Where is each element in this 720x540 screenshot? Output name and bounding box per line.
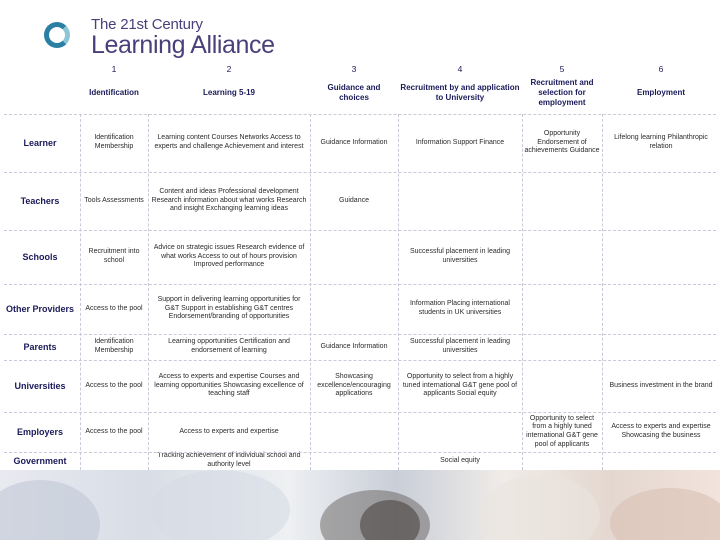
table-cell xyxy=(398,172,522,230)
column-number: 3 xyxy=(351,63,357,74)
table-cell: Access to the pool xyxy=(85,381,143,389)
table-cell xyxy=(522,284,602,334)
table-cell xyxy=(310,230,398,284)
table-cell: Opportunity Endorsement of achievements Guidance xyxy=(524,130,600,155)
table-cell xyxy=(522,230,602,284)
table-cell: Tracking achievement of individual school and authority level xyxy=(157,452,301,468)
column-number: 1 xyxy=(111,63,117,74)
table-cell: Information Placing international students in UK universities xyxy=(409,300,510,316)
table-cell xyxy=(522,360,602,412)
table-cell: Recruitment into school xyxy=(88,248,140,264)
table-cell: Access to the pool xyxy=(85,427,143,435)
table-cell: Access to experts and expertise Showcasing the business xyxy=(611,423,711,439)
table-cell: Support in delivering learning opportunities for G&T Support in establishing G&T centres Endorsement/branding of opportunities xyxy=(157,296,301,321)
alliance-matrix-table xyxy=(0,62,720,470)
row-label: Schools xyxy=(22,251,58,262)
row-divider xyxy=(4,284,716,285)
table-cell: Identification Membership xyxy=(94,134,134,150)
row-label: Employers xyxy=(16,426,64,437)
column-header: Learning 5-19 xyxy=(202,88,255,97)
column-number: 6 xyxy=(658,63,664,74)
table-cell: Social equity xyxy=(440,456,480,464)
table-cell: Successful placement in leading universities xyxy=(409,338,510,354)
logo-title-line1: The 21st Century xyxy=(91,16,203,33)
table-cell: Access to experts and expertise xyxy=(179,427,279,435)
column-header: Identification xyxy=(89,88,139,97)
table-cell: Content and ideas Professional development Research information about what works Research and insight Exchanging learning ideas xyxy=(151,188,307,213)
column-header: Employment xyxy=(636,88,685,97)
column-divider xyxy=(522,114,523,470)
table-cell: Advice on strategic issues Research evidence of what works Access to out of hours provision Improved performance xyxy=(153,244,305,269)
table-cell xyxy=(602,334,720,360)
column-divider xyxy=(310,114,311,470)
table-cell xyxy=(310,452,398,470)
table-cell xyxy=(80,452,148,470)
column-number: 2 xyxy=(226,63,232,74)
table-cell xyxy=(602,452,720,470)
row-label: Parents xyxy=(23,341,57,352)
table-cell xyxy=(522,172,602,230)
table-cell: Guidance Information xyxy=(320,342,388,350)
row-divider xyxy=(4,334,716,335)
row-divider xyxy=(4,452,716,453)
footer-photo-strip xyxy=(0,470,720,540)
table-cell: Business investment in the brand xyxy=(609,381,713,389)
row-divider xyxy=(4,360,716,361)
row-divider xyxy=(4,412,716,413)
row-divider xyxy=(4,230,716,231)
table-cell: Guidance Information xyxy=(320,138,388,146)
table-cell: Showcasing excellence/encouraging applications xyxy=(317,373,391,398)
column-header: Guidance and choices xyxy=(327,83,381,102)
table-cell xyxy=(310,284,398,334)
table-cell: Successful placement in leading universities xyxy=(409,248,510,264)
logo xyxy=(40,16,340,62)
column-divider xyxy=(398,114,399,470)
row-label: Universities xyxy=(14,380,66,391)
table-cell: Access to the pool xyxy=(85,304,143,312)
row-divider xyxy=(4,114,716,115)
table-cell: Guidance xyxy=(339,196,369,204)
column-divider xyxy=(148,114,149,470)
column-divider xyxy=(602,114,603,470)
table-cell: Lifelong learning Philanthropic relation xyxy=(614,134,708,150)
table-cell xyxy=(602,172,720,230)
column-divider xyxy=(80,114,81,470)
logo-ring-icon xyxy=(44,22,70,48)
row-label: Government xyxy=(13,455,67,466)
table-cell: Learning content Courses Networks Access to experts and challenge Achievement and interest xyxy=(154,134,304,150)
table-cell xyxy=(398,412,522,452)
row-label: Learner xyxy=(23,137,57,148)
table-cell xyxy=(522,452,602,470)
logo-title-line2: Learning Alliance xyxy=(91,31,275,59)
column-number: 5 xyxy=(559,63,565,74)
table-cell xyxy=(602,230,720,284)
column-header: Recruitment and selection for employment xyxy=(530,78,594,107)
table-cell: Access to experts and expertise Courses and learning opportunities Showcasing excellence of teaching staff xyxy=(154,373,304,398)
column-header: Recruitment by and application to University xyxy=(400,83,520,102)
table-cell: Tools Assessments xyxy=(84,196,144,204)
table-cell: Opportunity to select from a highly tuned international G&T gene pool of applicants xyxy=(526,414,598,448)
row-label: Teachers xyxy=(20,195,60,206)
table-cell xyxy=(602,284,720,334)
row-divider xyxy=(4,172,716,173)
table-cell: Opportunity to select from a highly tuned international G&T gene pool of applicants Social equity xyxy=(402,373,518,398)
table-cell: Learning opportunities Certification and endorsement of learning xyxy=(168,338,290,354)
table-cell: Identification Membership xyxy=(94,338,134,354)
row-label: Other Providers xyxy=(5,303,75,314)
table-cell xyxy=(522,334,602,360)
table-cell xyxy=(310,412,398,452)
column-number: 4 xyxy=(457,63,463,74)
table-cell: Information Support Finance xyxy=(415,138,505,146)
